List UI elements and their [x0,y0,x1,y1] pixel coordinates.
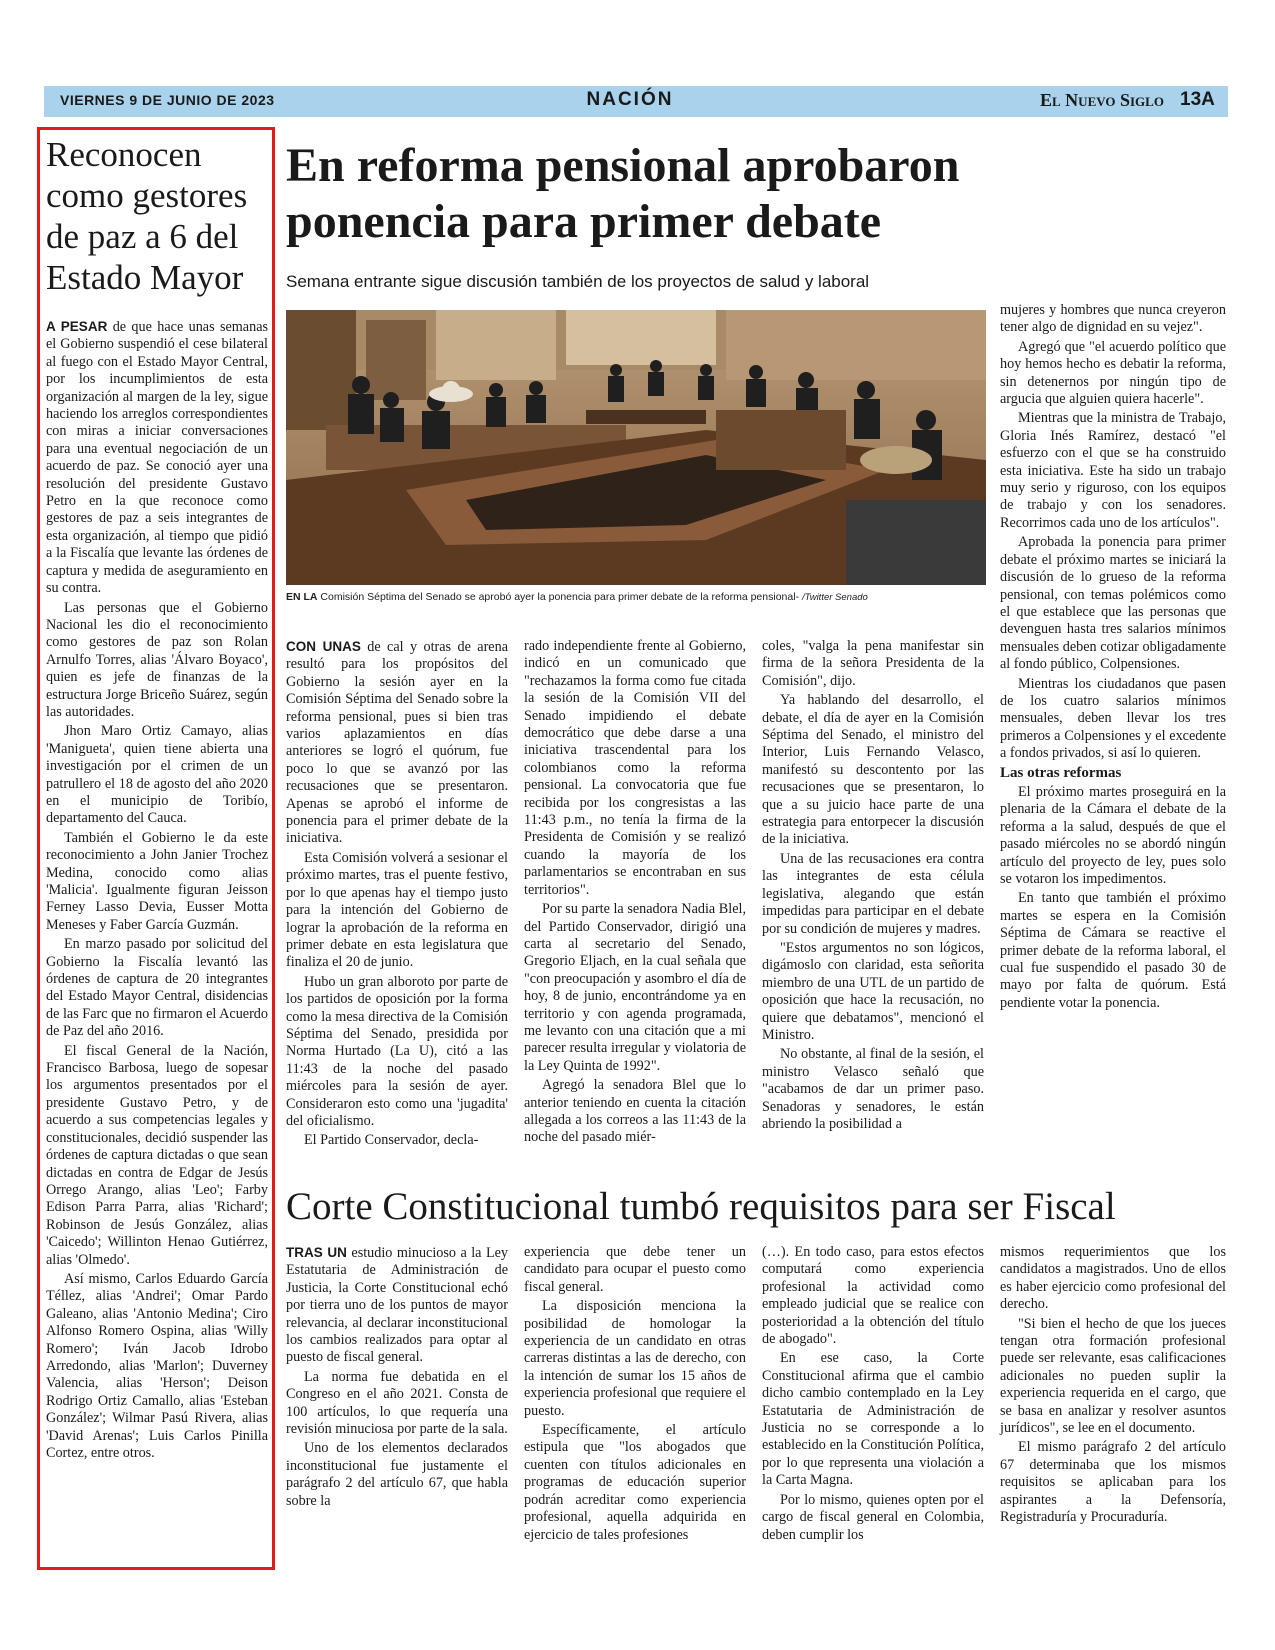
main-paragraph: rado independiente frente al Gobierno, indicó en un comunicado que "rechazamos la forma como fue citada la sesión de la Comisión VII del Senado impidiendo el debate democrático que debe darse a una iniciativa trascendental para los colombianos como la reforma pensional. La convocatoria que fue recibida por los congresistas a las 11:43 p.m., no tenía la firma de la Presidenta de Comisión y se realizó cuando la mayoría de los parlamentarios se encontraban en sus territorios". [524,638,746,898]
main-paragraph: Mientras los ciudadanos que pasen de los cuatro salarios mínimos mensuales, deben llevar los tres primeros a Colpensiones y el excedente a fondos privados, si así lo quieren. [1000,675,1226,762]
section-name: NACIÓN [586,89,674,110]
main-column-2 [524,638,746,1146]
second-paragraph: experiencia que debe tener un candidato para ocupar el puesto como fiscal general. [524,1244,746,1295]
second-paragraph: Específicamente, el artículo estipula que "los abogados que cuenten con títulos adicionales en programas de educación superior podrán acreditar como experiencia profesional, aquella adquirida en ejercicio de tales profesiones [524,1422,746,1543]
main-paragraph: Ya hablando del desarrollo, el debate, el día de ayer en la Comisión Séptima del Senado, el ministro del Interior, Luis Fernando Velasco, manifestó su descontento por las recusaciones que se presentaron, lo que a su juicio hace parte de una estrategia para entorpecer la discusión de la iniciativa. [762,692,984,848]
second-paragraph: La norma fue debatida en el Congreso en el año 2021. Consta de 100 artículos, lo que requería una revisión minuciosa por parte de la sala. [286,1368,508,1438]
second-paragraph: En ese caso, la Corte Constitucional afirma que el cambio dicho cambio contemplado en la Ley Estatutaria de Administración de Justicia no se corresponde a lo establecido en la Constitución Política, por lo que representa una violación a la Carta Magna. [762,1350,984,1489]
page-number: 13A [1180,89,1215,110]
senate-session-photo [286,310,986,585]
photo-illustration [286,310,986,585]
main-lead: CON UNAS [286,639,361,654]
sidebar-paragraph: Así mismo, Carlos Eduardo García Téllez, alias 'Andrei'; Omar Pardo Galeano, alias 'Antonio Medina'; Ciro Alfonso Romero Ospina, alias 'Willy Romero'; Iván Jacob Idrobo Arredondo, alias 'Marlon'; Duverney Valencia, alias 'Herson'; Deison Rodrigo Ortiz Camallo, alias 'Esteban González'; Wilmar Pasú Rivera, alias 'David Arenas'; Luis Carlos Pinilla Cortez, entre otros. [46,1270,268,1461]
photo-caption [286,590,986,605]
main-paragraph: CON UNAS de cal y otras de arena resultó para los propósitos del Gobierno la sesión ayer en la Comisión Séptima del Senado sobre la reforma pensional, pues si bien tras varios aplazamientos en días anteriores se logró el quórum, fue poco lo que se avanzó por las recusaciones que se presentaron. Apenas se aprobó el informe de ponencia para el primer debate de la iniciativa. [286,639,508,847]
second-column-3 [762,1244,984,1568]
sidebar-paragraph: También el Gobierno le da este reconocimiento a John Janier Trochez Medina, conocido como alias 'Malicia'. Igualmente figuran Jeisson Ferney Lasso Devia, Eusser Motta Meneses y Faber García Guzmán. [46,829,268,933]
main-paragraph: El próximo martes proseguirá en la plenaria de la Cámara el debate de la reforma a la salud, después de que el pasado miércoles no se abordó ningún artículo del proyecto de ley, pues solo se votaron los impedimentos. [1000,783,1226,887]
second-paragraph: Uno de los elementos declarados inconstitucional fue justamente el parágrafo 2 del artículo 67, que habla sobre la [286,1440,508,1509]
main-paragraph: No obstante, al final de la sesión, el ministro Velasco señaló que "acabamos de dar un primer paso. Senadoras y senadores, le están abriendo la posibilidad a [762,1046,984,1132]
sidebar-paragraph: Jhon Maro Ortiz Camayo, alias 'Manigueta', quien tiene abierta una investigación por el crimen de un patrullero el 18 de agosto del año 2020 en el municipio de Toribío, departamento del Cauca. [46,723,268,827]
main-paragraph: Agregó que "el acuerdo político que hoy hemos hecho es debatir la reforma, sin detenernos por ningún tipo de argucia que alguien quiera hacerle". [1000,338,1226,408]
issue-date: VIERNES 9 DE JUNIO DE 2023 [60,92,275,108]
caption-lead: EN LA [286,591,318,603]
second-paragraph: El mismo parágrafo 2 del artículo 67 determinaba que los mismos requisitos se aplicaban para los aspirantes a la Defensoría, Registraduría y Procuraduría. [1000,1439,1226,1526]
sidebar-lead: A PESAR [46,319,108,334]
main-headline: En reforma pensional aprobaron ponencia para primer debate [286,139,960,248]
main-paragraph: Agregó la senadora Blel que lo anterior teniendo en cuenta la citación allegada a los correos a las 11:43 de la noche del pasado miér- [524,1077,746,1146]
main-paragraph: Esta Comisión volverá a sesionar el próximo martes, tras el puente festivo, por lo que apenas hay el tiempo justo para la intención del Gobierno de lograr la aprobación de la reforma en primer debate en esta legislatura que finaliza el 20 de junio. [286,849,508,971]
sidebar-paragraph: El fiscal General de la Nación, Francisco Barbosa, luego de sopesar los argumentos presentados por el presidente Gustavo Petro, y de acuerdo a sus competencias legales y constitucionales, decidió suspender las órdenes de captura dictadas o que sean dictadas en contra de Edgar de Jesús Orrego Arango, alias 'Leo'; Farby Edison Parra Parra, alias 'Richard'; Robinson de Jesús González, alias 'Caicedo'; Willinton Henao Gutiérrez, alias 'Olmedo'. [46,1042,268,1268]
sidebar-paragraph: Las personas que el Gobierno Nacional les dio el reconocimiento como gestores de paz son Rolan Arnulfo Torres, alias 'Álvaro Boyaco', quien es jefe de finanzas de la estructura Jorge Briceño Suárez, según las autoridades. [46,599,268,720]
second-paragraph: mismos requerimientos que los candidatos a magistrados. Uno de ellos es haber ejercicio como profesional del derecho. [1000,1244,1226,1313]
second-column-4 [1000,1244,1226,1568]
second-paragraph: La disposición menciona la posibilidad de homologar la experiencia de un candidato en otras carreras distintas a las de derecho, con la intención de sumar los 15 años de experiencia profesional que requiere el puesto. [524,1298,746,1419]
newspaper-name: El Nuevo Siglo [1040,90,1164,110]
main-paragraph: Hubo un gran alboroto por parte de los partidos de oposición por la forma como la mesa directiva de la Comisión Séptima del Senado, presidida por Norma Hurtado (La U), citó a las 11:43 de la noche del pasado miércoles para la sesión de ayer. Consideraron esto como una 'jugadita' del oficialismo. [286,973,508,1129]
sidebar-paragraph: En marzo pasado por solicitud del Gobierno la Fiscalía levantó las órdenes de captura de 20 integrantes del Estado Mayor Central, disidencias de las Farc que no firmaron el Acuerdo de Paz del año 2016. [46,936,268,1040]
main-paragraph: Mientras que la ministra de Trabajo, Gloria Inés Ramírez, destacó "el esfuerzo con el que se ha construido esta iniciativa. Este ha sido un trabajo muy serio y riguroso, con los equipos de trabajo y con los senadores. Recorrimos cada uno de los artículos". [1000,410,1226,531]
second-paragraph: "Si bien el hecho de que los jueces tengan otra formación profesional puede ser relevante, esas calificaciones adicionales no pueden suplir la experiencia requerida en el cargo, que se basa en analizar y resolver asuntos jurídicos", se lee en el documento. [1000,1315,1226,1437]
second-paragraph: Por lo mismo, quienes opten por el cargo de fiscal general en Colombia, deben cumplir los [762,1491,984,1543]
main-paragraph: Aprobada la ponencia para primer debate el próximo martes se iniciará la discusión de lo grueso de la reforma pensional, con temas polémicos como el que establece que las personas que devenguen hasta tres salarios mínimos mensuales deben cotizar obligadamente al fondo público, Colpensiones. [1000,534,1226,673]
main-paragraph: mujeres y hombres que nunca creyeron tener algo de dignidad en su vejez". [1000,302,1226,336]
main-subhead: Las otras reformas [1000,764,1122,781]
second-headline: Corte Constitucional tumbó requisitos para ser Fiscal [286,1185,1116,1228]
sidebar-paragraph: A PESAR de que hace unas semanas el Gobierno suspendió el cese bilateral al fuego con el Estado Mayor Central, por los incumplimientos de esta organización al margen de la ley, sigue haciendo los arreglos correspondientes con miras a iniciar conversaciones para una eventual negociación de un acuerdo de paz. Se conoció ayer una resolución del presidente Gustavo Petro en la que reconoce como gestores de paz a seis integrantes de esta organización, al tiempo que pidió a la Fiscalía que levante las órdenes de captura y medida de aseguramiento en su contra. [46,319,269,597]
main-paragraph: "Estos argumentos no son lógicos, digámoslo con claridad, esta señorita miembro de una UTL de un partido de oposición que hace la recusación, no quiere que debatamos", mencionó el Ministro. [762,939,984,1043]
sidebar-body [46,318,268,1566]
main-paragraph: Por su parte la senadora Nadia Blel, del Partido Conservador, dirigió una carta al secretario del Senado, Gregorio Eljach, en la cual señala que "con preocupación y asombro el día de hoy, 8 de junio, encontrándome ya en territorio y con agenda programada, me levanto con una citación que a mi parecer resulta irregular y violatoria de la Ley Quinta de 1992". [524,901,746,1074]
main-column-1 [286,638,508,1149]
second-paragraph: TRAS UN estudio minucioso a la Ley Estatutaria de Administración de Justicia, la Corte Constitucional echó por tierra uno de los puntos de mayor relevancia, al declarar inconstitucional los cambios realizados para optar al puesto de fiscal general. [286,1245,509,1366]
main-paragraph: Una de las recusaciones era contra las integrantes de esta célula legislativa, alegando que están impedidas para participar en el debate por su condición de mujeres y madres. [762,850,984,937]
main-subheadline: Semana entrante sigue discusión también de los proyectos de salud y laboral [286,272,870,291]
main-paragraph: coles, "valga la pena manifestar sin firma de la señora Presidenta de la Comisión", dijo. [762,638,984,689]
main-column-4 [1000,302,1226,1128]
second-column-2 [524,1244,746,1568]
main-paragraph: El Partido Conservador, decla- [304,1132,479,1149]
sidebar-title: Reconocen como gestores de paz a 6 del Estado Mayor [46,135,248,297]
caption-credit: /Twitter Senado [801,592,868,603]
second-lead: TRAS UN [286,1245,347,1260]
second-column-1 [286,1244,508,1568]
main-column-3 [762,638,984,1132]
caption-text: Comisión Séptima del Senado se aprobó ayer la ponencia para primer debate de la reforma pensional- [320,591,802,603]
second-paragraph: (…). En todo caso, para estos efectos computará como experiencia profesional la actividad como empleado judicial que se realice con posterioridad a la obtención del título de abogado". [762,1244,984,1348]
main-paragraph: En tanto que también el próximo martes se espera en la Comisión Séptima de Cámara se reactive el primer debate de la reforma laboral, el cual fue suspendido el pasado 30 de mayo por falta de quórum. Está pendiente votar la ponencia. [1000,890,1226,1011]
